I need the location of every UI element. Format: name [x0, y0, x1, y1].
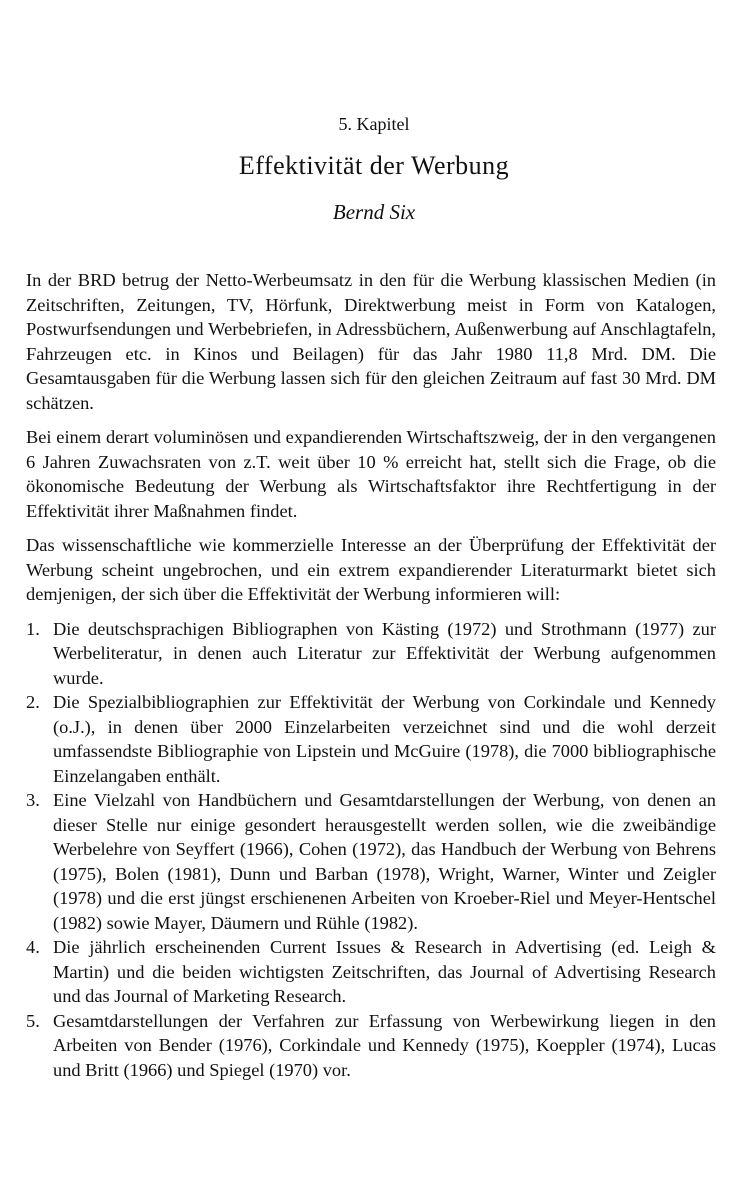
body-text	[26, 268, 716, 1082]
paragraph-2: Bei einem derart voluminösen und expandierenden Wirtschaftszweig, der in den vergangenen 6 Jahren Zuwachsraten von z.T. weit über 10 % erreicht hat, stellt sich die Frage, ob die ökonomische Bedeutung der Werbung als Wirtschaftsfaktor ihre Rechtfertigung in der Effektivität ihrer Maßnahmen findet.	[26, 427, 716, 521]
list-item-text: Gesamtdarstellungen der Verfahren zur Erfassung von Werbewirkung liegen in den Arbeiten von Bender (1976), Corkindale und Kennedy (1975), Koeppler (1974), Lucas und Britt (1966) und Spiegel (1970) vor.	[53, 1010, 716, 1080]
list-item	[26, 617, 716, 691]
list-item-text: Die Spezialbibliographien zur Effektivität der Werbung von Corkindale und Kennedy (o.J.), in denen über 2000 Einzelarbeiten verzeichnet sind und die wohl derzeit umfassendste Bibliographie von Lipstein und McGuire (1978), die 7000 bibliographische Einzelangaben enthält.	[53, 692, 716, 786]
list-item-number: 1.	[26, 618, 40, 639]
list-item-number: 4.	[26, 937, 40, 957]
list-item-number: 3.	[26, 790, 40, 810]
paragraph-1: In der BRD betrug der Netto-Werbeumsatz in den für die Werbung klassischen Medien (in Zeitschriften, Zeitungen, TV, Hörfunk, Direktwerbung meist in Form von Katalogen, Postwurfsendungen und Werbebriefen, in Adressbüchern, Außenwerbung auf Anschlagtafeln, Fahrzeugen etc. in Kinos und Beilagen) für das Jahr 1980 11,8 Mrd. DM. Die Gesamtausgaben für die Werbung lassen sich für den gleichen Zeitraum auf fast 30 Mrd. DM schätzen.	[26, 270, 716, 413]
paragraph-3: Das wissenschaftliche wie kommerzielle Interesse an der Überprüfung der Effektivität der Werbung scheint ungebrochen, und ein extrem expandierender Literaturmarkt bietet sich demjenigen, der sich über die Effektivität der Werbung informieren will:	[26, 535, 716, 604]
chapter-label: 5. Kapitel	[338, 114, 410, 134]
list-item	[26, 1009, 716, 1083]
list-item-number: 5.	[26, 1010, 40, 1031]
list-item	[26, 935, 716, 1009]
list-item	[26, 690, 716, 788]
list-item-text: Die jährlich erscheinenden Current Issues & Research in Advertising (ed. Leigh & Martin) und die beiden wichtigsten Zeitschriften, das Journal of Advertising Research und das Journal of Marketing Research.	[53, 937, 716, 1006]
list-item-number: 2.	[26, 692, 40, 712]
literature-list	[26, 617, 716, 1083]
chapter-title: Effektivität der Werbung	[238, 151, 510, 180]
list-item-text: Eine Vielzahl von Handbüchern und Gesamtdarstellungen der Werbung, von denen an dieser Stelle nur einige gesondert herausgestellt werden sollen, wie die zweibändige Werbelehre von Seyffert (1966), Cohen (1972), das Handbuch der Werbung von Behrens (1975), Bolen (1981), Dunn und Barban (1978), Wright, Warner, Winter und Zeigler (1978) und die erst jüngst erschienenen Arbeiten von Kroeber-Riel und Meyer-Hentschel (1982) sowie Mayer, Däumern und Rühle (1982).	[53, 790, 716, 933]
list-item-text: Die deutschsprachigen Bibliographen von Kästing (1972) und Strothmann (1977) zur Werbeliteratur, in denen auch Literatur zur Effektivität der Werbung aufgenommen wurde.	[53, 618, 716, 688]
list-item	[26, 788, 716, 935]
author-name: Bernd Six	[332, 200, 416, 224]
